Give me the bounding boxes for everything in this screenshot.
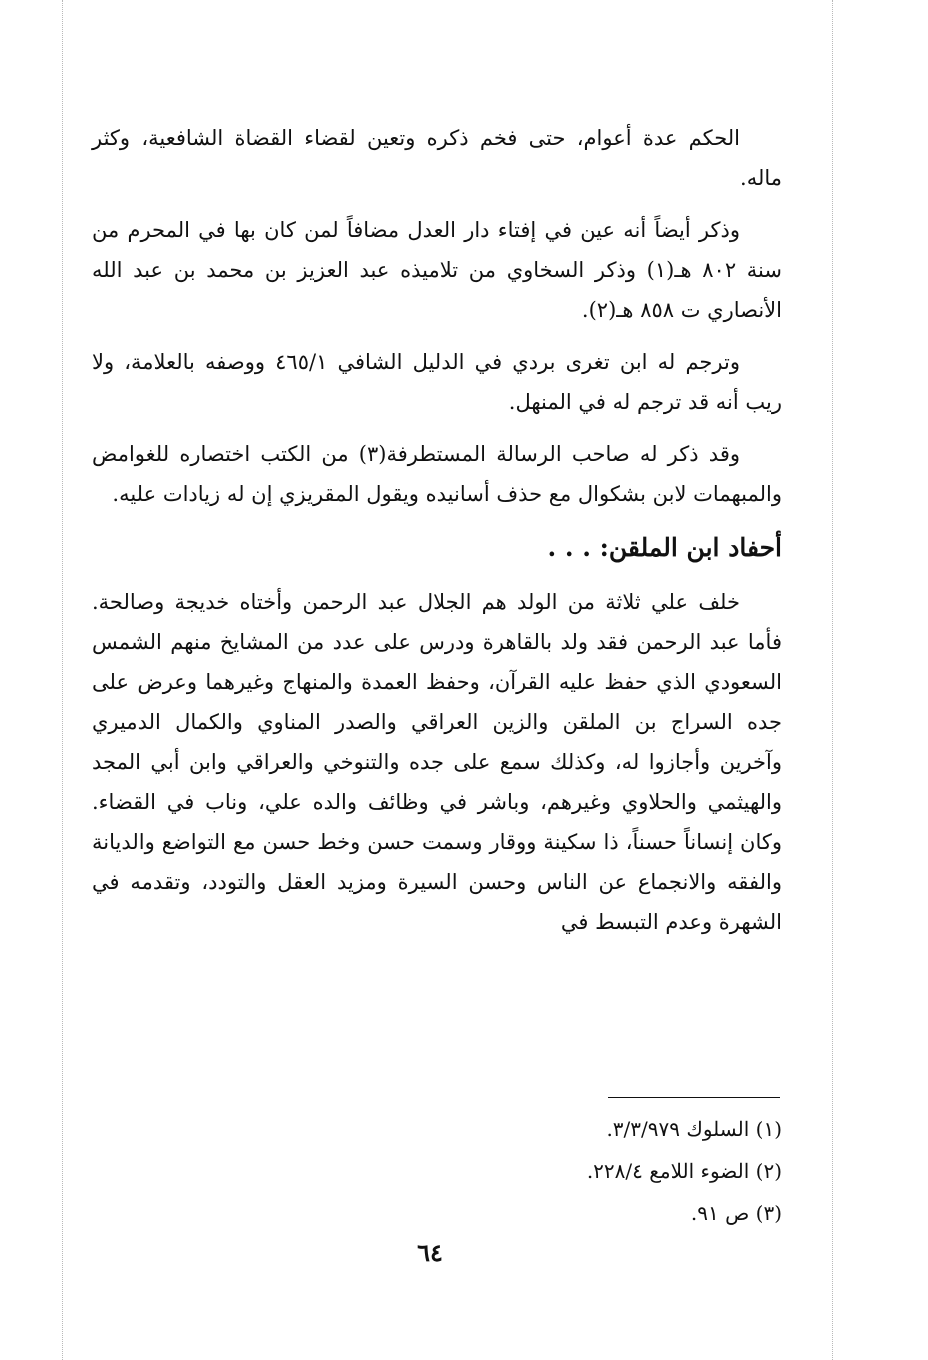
footnote-3: (٣) ص ٩١.	[690, 1201, 782, 1225]
paragraph-4: وقد ذكر له صاحب الرسالة المستطرفة(٣) من الكتب اختصاره للغوامض والمبهمات لابن بشكوال مع حذف أسانيده ويقول المقريزي إن له زيادات عليه.	[92, 442, 782, 506]
footnote-2: (٢) الضوء اللامع ٢٢٨/٤.	[586, 1159, 782, 1183]
section-heading: أحفاد ابن الملقن: . . .	[547, 533, 782, 562]
footnote-separator	[608, 1097, 780, 1098]
left-margin-guide	[62, 0, 63, 1360]
page-number: ٦٤	[417, 1238, 443, 1267]
paragraph-5: خلف علي ثلاثة من الولد هم الجلال عبد الرحمن وأختاه خديجة وصالحة. فأما عبد الرحمن فقد ولد بالقاهرة ودرس على عدد من المشايخ منهم الشمس السعودي الذي حفظ عليه القرآن، وحفظ العمدة والمنهاج وغيرهما وعرض على جده السراج بن الملقن والزين العراقي والصدر المناوي والكمال الدميري وآخرين وأجازوا له، وكذلك سمع على جده والتنوخي والعراقي وابن أبي المجد والهيثمي والحلاوي وغيرهم، وباشر في وظائف والده علي، وناب في القضاء. وكان إنساناً حسناً، ذا سكينة ووقار وسمت حسن وخط حسن مع التواضع والديانة والفقه والانجماع عن الناس وحسن السيرة ومزيد العقل والتودد، وتقدمه في الشهرة وعدم التبسط في	[92, 590, 782, 934]
right-margin-guide	[832, 0, 833, 1360]
page-body	[92, 118, 782, 954]
paragraph-3: وترجم له ابن تغرى بردي في الدليل الشافي ٤٦٥/١ ووصفه بالعلامة، ولا ريب أنه قد ترجم له في المنهل.	[92, 350, 782, 414]
footnote-1: (١) السلوك ٣/٣/٩٧٩.	[606, 1117, 782, 1141]
paragraph-2: وذكر أيضاً أنه عين في إفتاء دار العدل مضافاً لمن كان بها في المحرم من سنة ٨٠٢ هـ(١) وذكر السخاوي من تلاميذه عبد العزيز بن محمد بن عبد الله الأنصاري ت ٨٥٨ هـ(٢).	[92, 218, 782, 322]
footnotes	[420, 1108, 782, 1234]
paragraph-1: الحكم عدة أعوام، حتى فخم ذكره وتعين لقضاء القضاة الشافعية، وكثر ماله.	[92, 126, 782, 190]
